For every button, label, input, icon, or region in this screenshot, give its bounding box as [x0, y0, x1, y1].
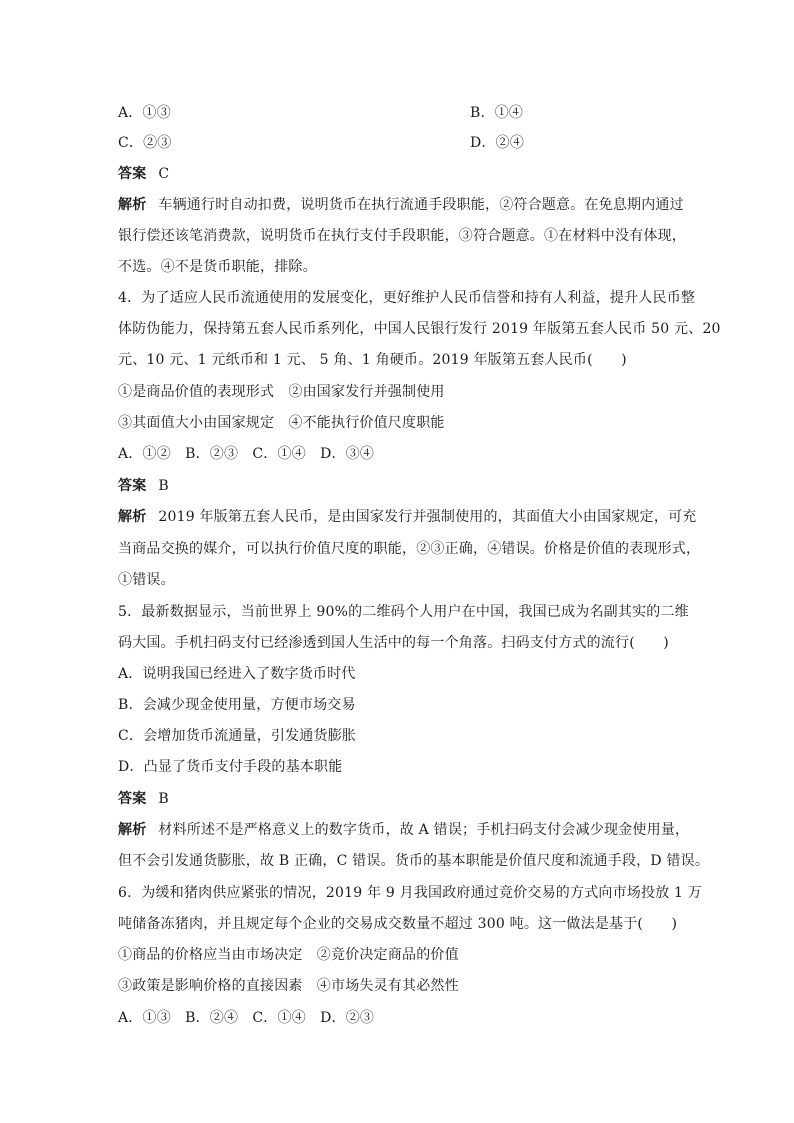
q4-item-line-1: ①是商品价值的表现形式 ②由国家发行并强制使用 — [118, 384, 445, 400]
q4-stem-line-3: 元、10 元、1 元纸币和 1 元、 5 角、1 角硬币。2019 年版第五套人民币( ) — [118, 352, 627, 368]
q5-option-d: D．凸显了货币支付手段的基本职能 — [118, 759, 343, 775]
q4-stem-line-2: 体防伪能力，保持第五套人民币系列化，中国人民银行发行 2019 年版第五套人民币 50 元、20 — [118, 321, 721, 337]
q5-stem-line-2: 码大国。手机扫码支付已经渗透到国人生活中的每一个角落。扫码支付方式的流行( ) — [118, 635, 669, 651]
q6-stem-line-1: 6．为缓和猪肉供应紧张的情况，2019 年 9 月我国政府通过竞价交易的方式向市场投放 1 万 — [118, 885, 702, 901]
q3-option-c: C．②③ — [118, 135, 172, 151]
q6-options: A．①③ B．②④ C．①④ D．②③ — [118, 1010, 375, 1026]
q3-answer — [118, 164, 169, 184]
q3-options-row-1 — [118, 103, 524, 123]
answer-label: 答案 — [118, 478, 147, 494]
q5-analysis-line-1 — [118, 820, 689, 840]
q3-option-a: A．①③ — [118, 105, 171, 121]
q5-analysis-line-2: 但不会引发通货膨胀，故 B 正确，C 错误。货币的基本职能是价值尺度和流通手段，D 错误。 — [118, 853, 710, 869]
analysis-text: 车辆通行时自动扣费，说明货币在执行流通手段职能，②符合题意。在免息期内通过 — [158, 197, 684, 213]
q3-option-d: D．②④ — [470, 135, 525, 151]
answer-value: B — [158, 478, 169, 494]
answer-value: C — [158, 166, 170, 182]
analysis-text: 材料所述不是严格意义上的数字货币，故 A 错误；手机扫码支付会减少现金使用量， — [158, 822, 690, 838]
q3-analysis-line-1 — [118, 195, 684, 215]
answer-label: 答案 — [118, 791, 147, 807]
q5-answer — [118, 789, 169, 809]
q6-item-line-2: ③政策是影响价格的直接因素 ④市场失灵有其必然性 — [118, 978, 459, 994]
analysis-label: 解析 — [118, 197, 147, 213]
analysis-label: 解析 — [118, 509, 147, 525]
q5-option-b: B．会减少现金使用量，方便市场交易 — [118, 697, 356, 713]
q4-stem-line-1: 4．为了适应人民币流通使用的发展变化，更好维护人民币信誉和持有人利益，提升人民币整 — [118, 290, 696, 306]
analysis-text: 2019 年版第五套人民币，是由国家发行并强制使用的，其面值大小由国家规定，可充 — [158, 509, 697, 525]
q6-stem-line-2: 吨储备冻猪肉，并且规定每个企业的交易成交数量不超过 300 吨。这一做法是基于( ) — [118, 916, 678, 932]
q3-options-row-2 — [118, 133, 525, 153]
q4-analysis-line-1 — [118, 507, 696, 527]
answer-value: B — [158, 791, 169, 807]
answer-label: 答案 — [118, 166, 147, 182]
q3-analysis-line-2: 银行偿还该笔消费款，说明货币在执行支付手段职能，③符合题意。①在材料中没有体现， — [118, 228, 686, 244]
q4-answer — [118, 476, 169, 496]
q4-analysis-line-3: ①错误。 — [118, 572, 175, 588]
q4-item-line-2: ③其面值大小由国家规定 ④不能执行价值尺度职能 — [118, 415, 445, 431]
q6-item-line-1: ①商品的价格应当由市场决定 ②竞价决定商品的价值 — [118, 947, 459, 963]
q5-stem-line-1: 5．最新数据显示，当前世界上 90%的二维码个人用户在中国，我国已成为名副其实的二维 — [118, 604, 689, 620]
q3-analysis-line-3: 不选。④不是货币职能，排除。 — [118, 259, 317, 275]
q3-option-b: B．①④ — [470, 105, 524, 121]
analysis-label: 解析 — [118, 822, 147, 838]
q4-analysis-line-2: 当商品交换的媒介，可以执行价值尺度的职能，②③正确，④错误。价格是价值的表现形式， — [118, 541, 701, 557]
q5-option-c: C．会增加货币流通量，引发通货膨胀 — [118, 728, 357, 744]
q5-option-a: A．说明我国已经进入了数字货币时代 — [118, 666, 356, 682]
q4-options: A．①② B．②③ C．①④ D．③④ — [118, 446, 375, 462]
